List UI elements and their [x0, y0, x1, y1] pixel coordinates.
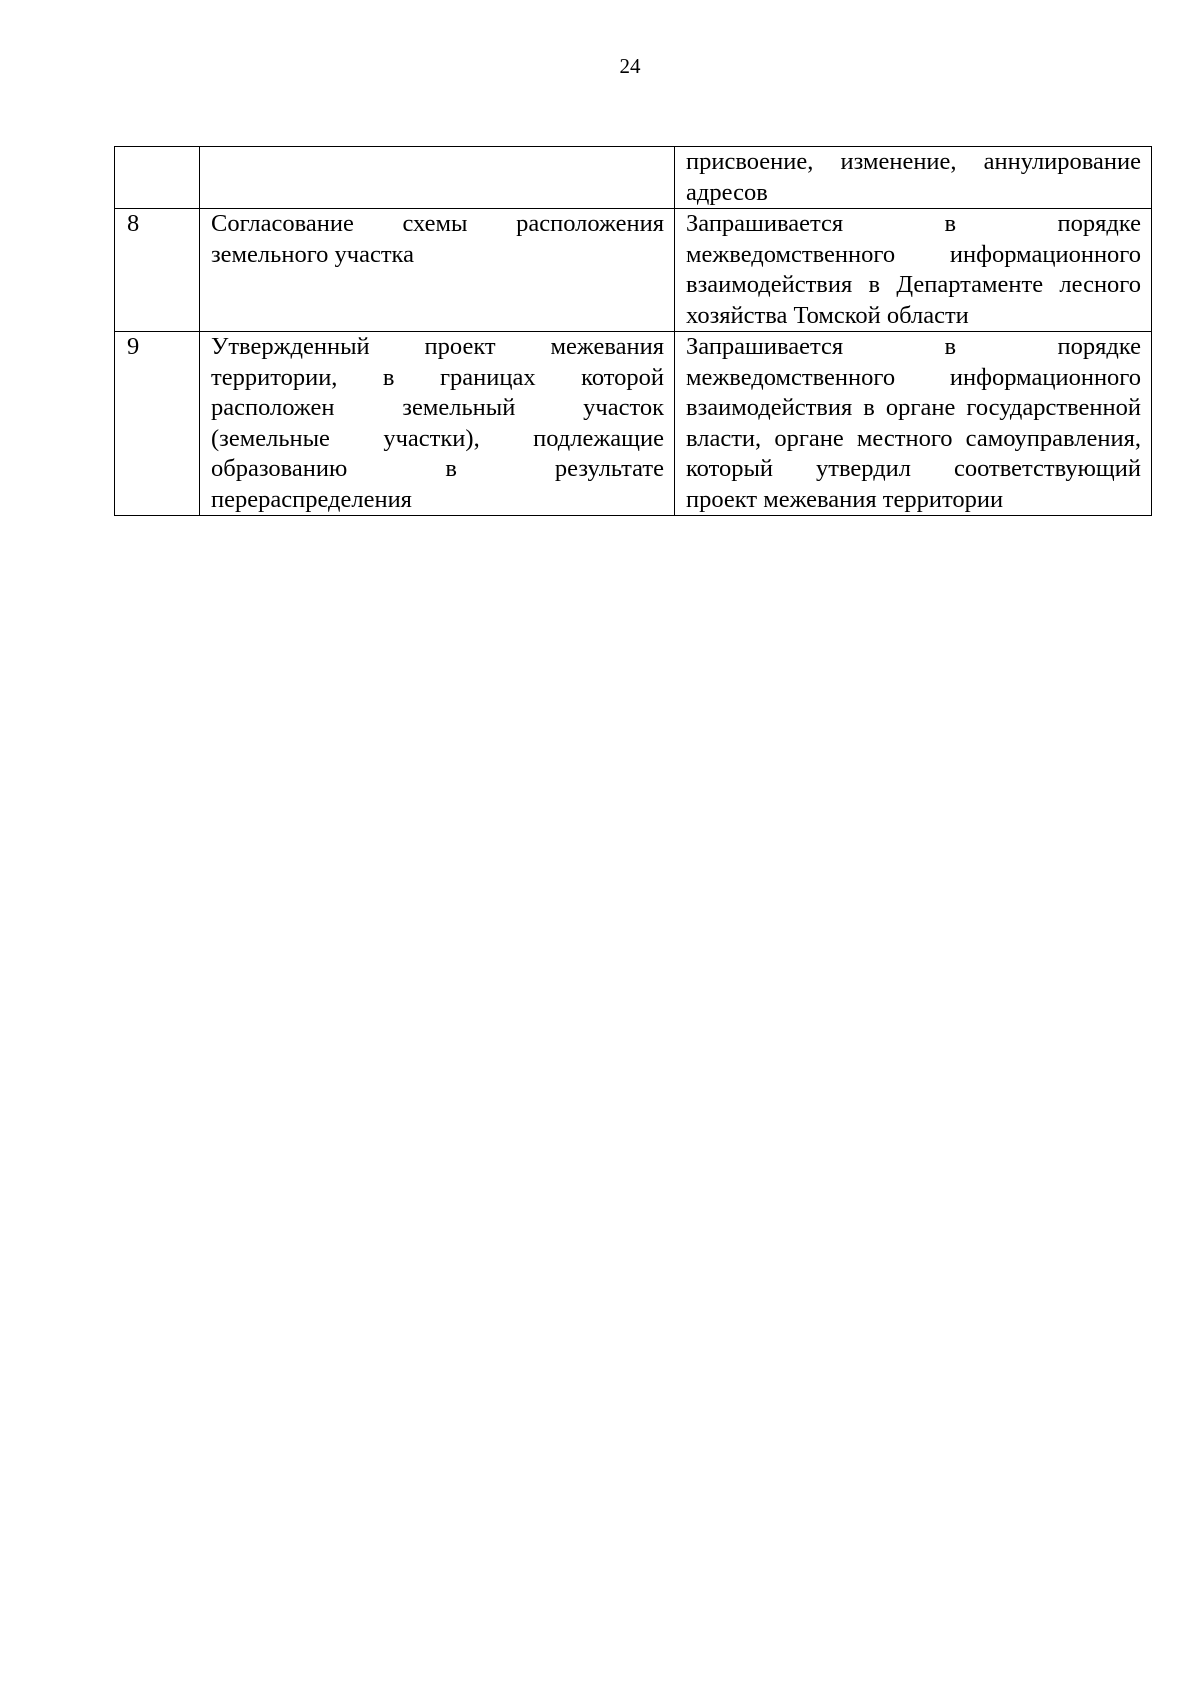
page-number: 24	[619, 54, 641, 78]
document-name: Утвержденный проект межевания территории, в границах которой расположен земельный участок (земельные участки), подлежащие образованию в результате перераспределения	[200, 332, 675, 516]
table-row	[115, 332, 1152, 516]
procedure-text: присвоение, изменение, аннулирование адресов	[675, 147, 1152, 209]
documents-table	[114, 146, 1152, 516]
row-number	[115, 147, 200, 209]
row-number: 8	[115, 209, 200, 332]
table-row	[115, 209, 1152, 332]
table-row	[115, 147, 1152, 209]
document-name	[200, 147, 675, 209]
procedure-text: Запрашивается в порядке межведомственного информационного взаимодействия в органе государственной власти, органе местного самоуправления, который утвердил соответствующий проект межевания территории	[675, 332, 1152, 516]
row-number: 9	[115, 332, 200, 516]
document-name: Согласование схемы расположения земельного участка	[200, 209, 675, 332]
procedure-text: Запрашивается в порядке межведомственного информационного взаимодействия в Департаменте лесного хозяйства Томской области	[675, 209, 1152, 332]
